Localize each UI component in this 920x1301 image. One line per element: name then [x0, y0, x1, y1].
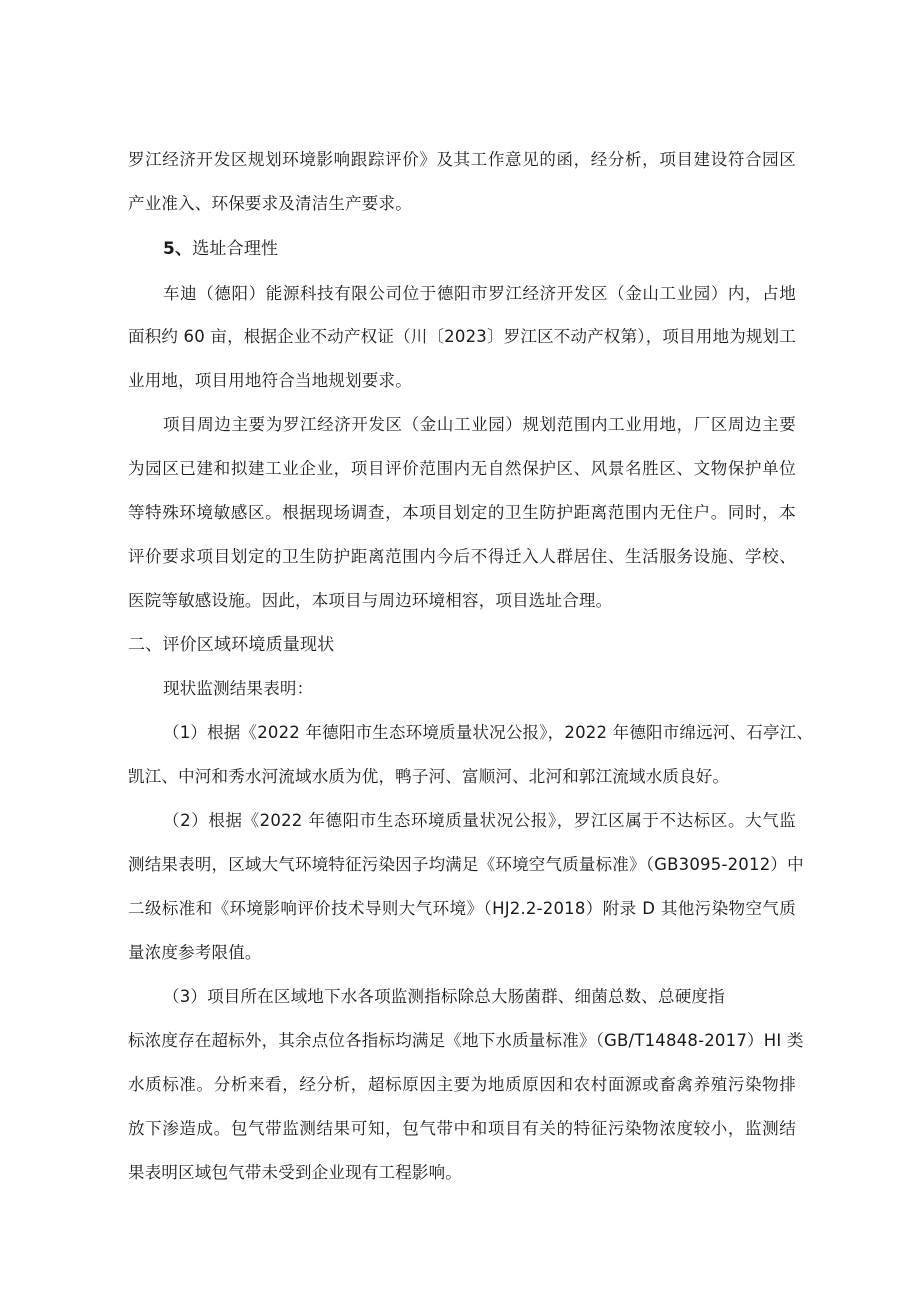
text-line: （2）根据《2022 年德阳市生态环境质量状况公报》，罗江区属于不达标区。大气监: [163, 811, 796, 830]
text-line: 车迪（德阳）能源科技有限公司位于德阳市罗江经济开发区（金山工业园）内，占地: [163, 284, 796, 303]
text-line: 量浓度参考限值。: [128, 943, 262, 962]
section-number: 5、: [163, 239, 193, 259]
text-line: 产业准入、环保要求及清洁生产要求。: [128, 194, 412, 213]
intro-text: 现状监测结果表明：: [163, 679, 314, 698]
text-line: 等特殊环境敏感区。根据现场调查，本项目划定的卫生防护距离范围内无住户。同时，本: [128, 503, 796, 522]
text-line: 面积约 60 亩，根据企业不动产权证（川〔2023〕罗江区不动产权第），项目用地为规划工: [128, 327, 797, 346]
text-line: 水质标准。分析来看，经分析，超标原因主要为地质原因和农村面源或畜禽养殖污染物排: [128, 1075, 796, 1094]
section-heading: 二、评价区域环境质量现状: [128, 635, 335, 655]
text-line: 评价要求项目划定的卫生防护距离范围内今后不得迁入人群居住、生活服务设施、学校、: [128, 547, 796, 566]
text-line: 业用地，项目用地符合当地规划要求。: [128, 371, 412, 390]
section-title: 选址合理性: [192, 239, 279, 259]
text-line: 凯江、中河和秀水河流域水质为优，鸭子河、富顺河、北河和郭江流域水质良好。: [128, 767, 730, 786]
text-line: 测结果表明，区域大气环境特征污染因子均满足《环境空气质量标准》（GB3095-2012）中: [128, 855, 804, 874]
text-line: （1）根据《2022 年德阳市生态环境质量状况公报》，2022 年德阳市绵远河、石亭江、: [163, 723, 814, 742]
text-line: 二级标准和《环境影响评价技术导则大气环境》（HJ2.2-2018）附录 D 其他污染物空气质: [128, 899, 796, 918]
text-line: 项目周边主要为罗江经济开发区（金山工业园）规划范围内工业用地，厂区周边主要: [163, 415, 796, 434]
text-line: （3）项目所在区域地下水各项监测指标除总大肠菌群、细菌总数、总硬度指: [163, 987, 725, 1006]
text-line: 果表明区域包气带未受到企业现有工程影响。: [128, 1163, 462, 1182]
text-line: 标浓度存在超标外，其余点位各指标均满足《地下水质量标准》（GB/T14848-2017）HI 类: [128, 1031, 804, 1050]
text-line: 罗江经济开发区规划环境影响跟踪评价》及其工作意见的函，经分析，项目建设符合园区: [128, 150, 796, 169]
section-heading: [163, 238, 278, 260]
text-line: 为园区已建和拟建工业企业，项目评价范围内无自然保护区、风景名胜区、文物保护单位: [128, 459, 796, 478]
text-line: 放下渗造成。包气带监测结果可知，包气带中和项目有关的特征污染物浓度较小，监测结: [128, 1119, 796, 1138]
text-line: 医院等敏感设施。因此，本项目与周边环境相容，项目选址合理。: [128, 591, 613, 610]
